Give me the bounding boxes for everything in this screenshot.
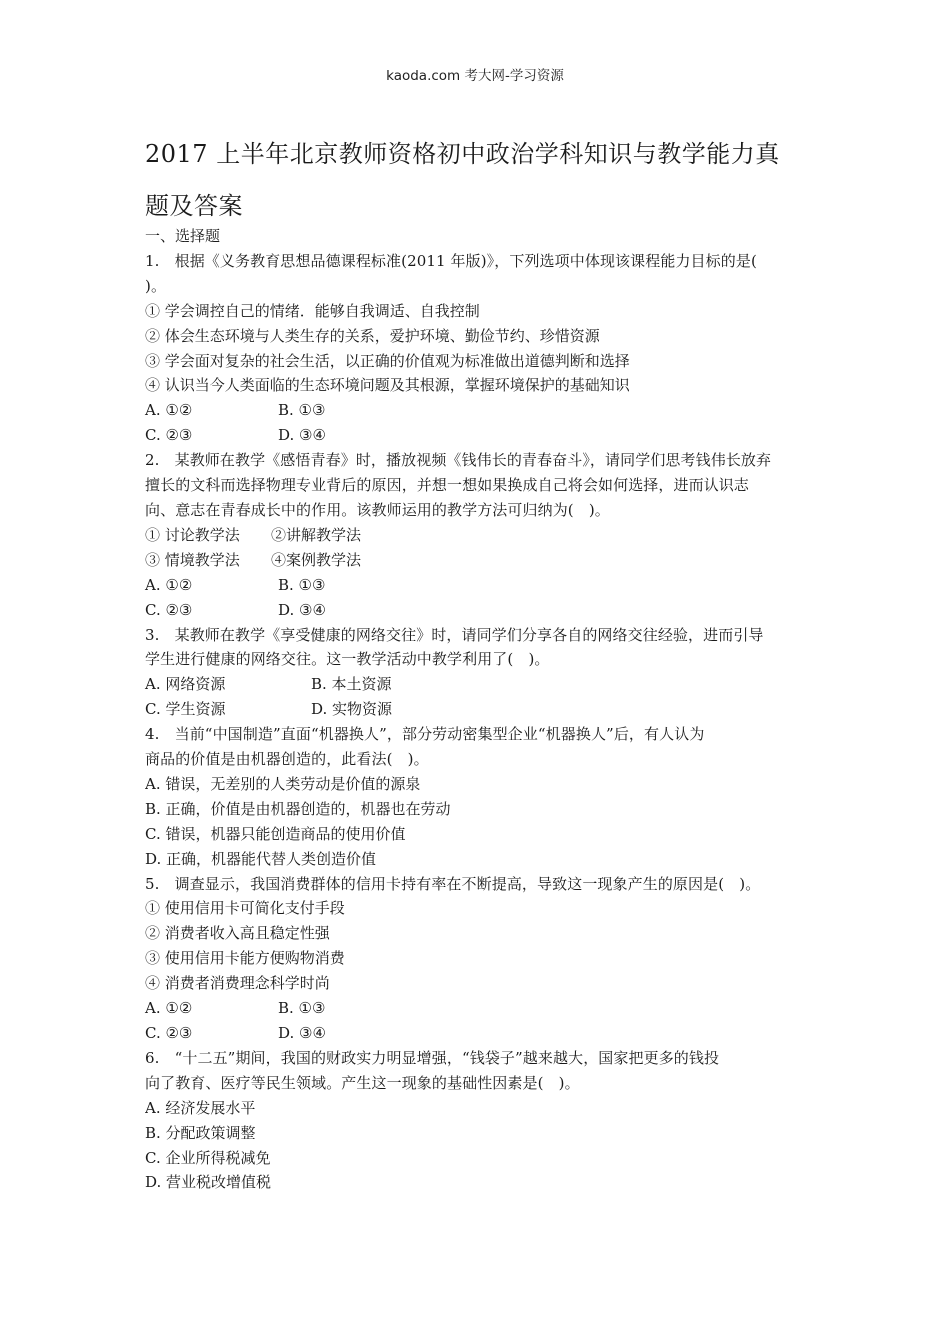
option-row [145,1021,825,1046]
option-d: D. 实物资源 [311,700,393,719]
option-d: D. 正确，机器能代替人类创造价值 [145,849,377,868]
option-row [145,598,825,623]
question-6 [145,1046,825,1195]
question-stem: 2. 某教师在教学《感悟青春》时，播放视频《钱伟长的青春奋斗》，请同学们思考钱伟长放弃 [145,451,772,470]
option-row [145,573,825,598]
option-a: A. ①② [145,575,193,594]
option-c: C. ②③ [145,426,193,445]
option-row [145,996,825,1021]
option-row [145,672,825,697]
statement-item: ① 学会调控自己的情绪．能够自我调适、自我控制 [145,301,480,320]
question-stem: 4. 当前“中国制造”直面“机器换人”，部分劳动密集型企业“机器换人”后，有人认为 [145,725,705,744]
statement-item: ② 消费者收入高且稳定性强 [145,924,330,943]
question-stem: 向、意志在青春成长中的作用。该教师运用的教学方法可归纳为( )。 [145,500,610,519]
option-c: C. 错误，机器只能创造商品的使用价值 [145,824,406,843]
option-b: B. 正确，价值是由机器创造的，机器也在劳动 [145,799,451,818]
statement-pair [145,548,825,573]
statement-item: ④ 消费者消费理念科学时尚 [145,974,330,993]
option-d: D. ③④ [278,426,326,445]
option-c: C. 学生资源 [145,700,226,719]
statement-item: ④ 认识当今人类面临的生态环境问题及其根源，掌握环境保护的基础知识 [145,376,630,395]
statement-item: ① 讨论教学法 [145,525,240,544]
page-header: kaoda.com 考大网-学习资源 [386,68,564,84]
option-row [145,697,825,722]
statement-pair [145,523,825,548]
option-b: B. 本土资源 [311,675,392,694]
option-d: D. ③④ [278,600,326,619]
question-stem: 6. “十二五”期间，我国的财政实力明显增强，“钱袋子”越来越大，国家把更多的钱投 [145,1048,720,1067]
option-a: A. ①② [145,999,193,1018]
question-stem: )。 [145,276,167,295]
question-5 [145,872,825,1046]
question-2 [145,448,825,622]
option-b: B. 分配政策调整 [145,1123,256,1142]
question-stem: 学生进行健康的网络交往。这一教学活动中教学利用了( )。 [145,650,550,669]
option-c: C. ②③ [145,1024,193,1042]
option-a: A. 错误，无差别的人类劳动是价值的源泉 [145,774,421,793]
statement-item: ③ 情境教学法 [145,550,240,569]
statement-item: ② 体会生态环境与人类生存的关系，爱护环境、勤俭节约、珍惜资源 [145,326,600,345]
question-1 [145,249,825,448]
question-stem: 向了教育、医疗等民生领域。产生这一现象的基础性因素是( )。 [145,1073,580,1092]
option-a: A. ①② [145,401,193,420]
statement-item: ③ 使用信用卡能方便购物消费 [145,949,345,968]
question-stem: 商品的价值是由机器创造的，此看法( )。 [145,750,429,769]
statement-item: ③ 学会面对复杂的社会生活，以正确的价值观为标准做出道德判断和选择 [145,351,630,370]
question-stem: 擅长的文科而选择物理专业背后的原因，并想一想如果换成自己将会如何选择，进而认识志 [145,476,750,495]
question-stem: 3. 某教师在教学《享受健康的网络交往》时，请同学们分享各自的网络交往经验，进而引导 [145,625,764,644]
statement-item: ②讲解教学法 [271,525,362,544]
option-row [145,423,825,448]
title-line-2: 题及答案 [145,192,243,220]
option-d: D. ③④ [278,1024,326,1042]
option-c: C. ②③ [145,600,193,619]
question-stem: 5. 调查显示，我国消费群体的信用卡持有率在不断提高，导致这一现象产生的原因是( )。 [145,874,761,893]
statement-item: ① 使用信用卡可简化支付手段 [145,899,345,918]
section-heading: 一、选择题 [145,227,221,245]
option-d: D. 营业税改增值税 [145,1173,272,1192]
statement-item: ④案例教学法 [271,550,362,569]
document-title [145,128,825,232]
option-c: C. 企业所得税减免 [145,1148,271,1167]
option-a: A. 经济发展水平 [145,1098,256,1117]
option-b: B. ①③ [278,999,326,1018]
option-b: B. ①③ [278,575,326,594]
option-b: B. ①③ [278,401,326,420]
option-a: A. 网络资源 [145,675,226,694]
question-3 [145,623,825,723]
question-4 [145,722,825,871]
option-row [145,398,825,423]
question-stem: 1. 根据《义务教育思想品德课程标准(2011 年版)》，下列选项中体现该课程能力目标的是( [145,251,757,270]
document-body [145,224,825,1195]
title-line-1: 2017 上半年北京教师资格初中政治学科知识与教学能力真 [145,140,780,168]
